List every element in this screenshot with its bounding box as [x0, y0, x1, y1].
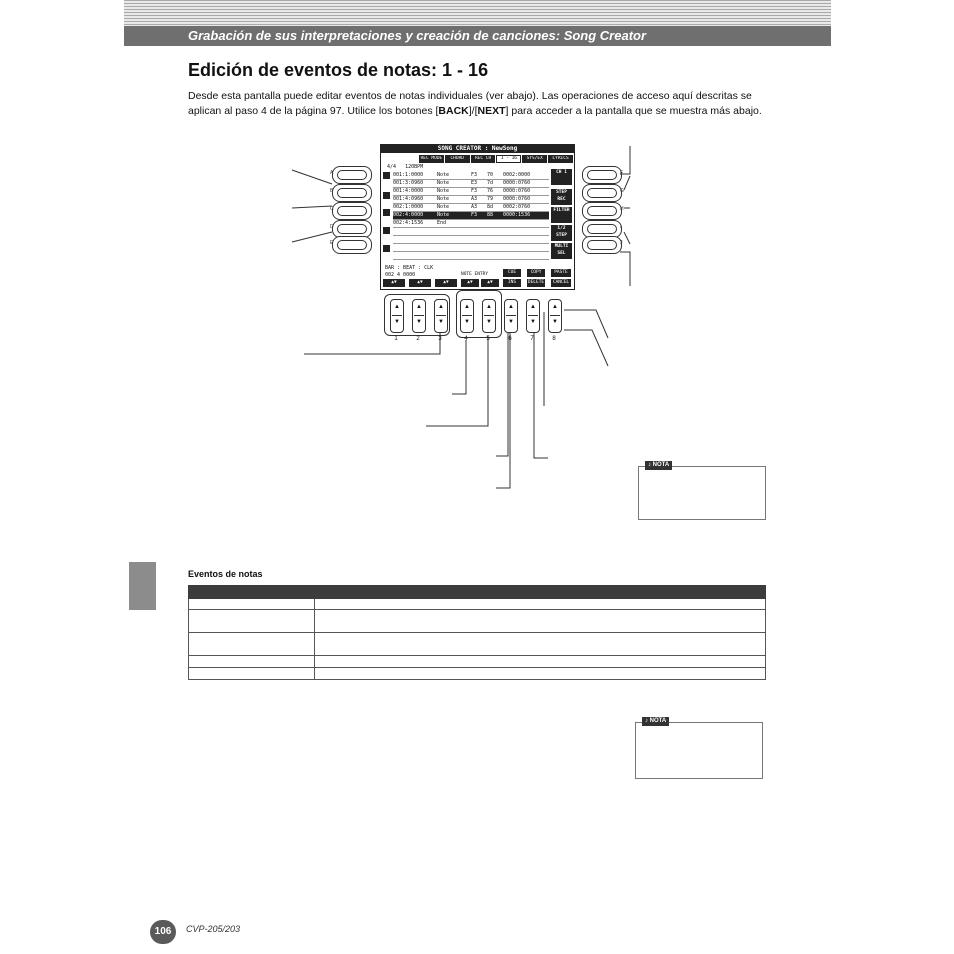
nota-label: ♪ NOTA — [642, 717, 669, 726]
lcd-tab-sysex[interactable]: SYS/EX — [522, 155, 547, 163]
note-events-table — [188, 585, 766, 680]
model-name: CVP-205/203 — [186, 924, 241, 934]
lcd-step-rec-button[interactable]: STEP REC — [551, 189, 572, 205]
header-stripes — [124, 0, 831, 26]
nota-box — [638, 462, 766, 520]
soft-arrows-4[interactable]: ▲▼ — [461, 279, 479, 287]
intro-text-1: Desde esta pantalla puede editar eventos de notas individuales (ver abajo). Las operaciones de acceso aquí descritas se aplican al paso 4 de la página 97. Utilice los botones [ — [188, 90, 752, 117]
soft-arrows-5[interactable]: ▲▼ — [481, 279, 499, 287]
letter-g: G — [620, 188, 624, 194]
table-row — [189, 599, 766, 610]
lcd-title: SONG CREATOR : NewSong — [381, 145, 574, 153]
back-label: BACK — [438, 105, 469, 117]
letter-f: F — [620, 170, 624, 176]
event-row[interactable]: 001:1:0000 Note F3 70 0002:0000 — [393, 172, 549, 180]
updown-button-4[interactable]: ▲ ▼ — [460, 299, 474, 333]
section-title: Grabación de sus interpretaciones y creación de canciones: Song Creator — [188, 28, 647, 43]
event-row[interactable]: 002:1:0000 Note A3 8d 0002:0760 — [393, 204, 549, 212]
updown-button-6[interactable]: ▲ ▼ — [504, 299, 518, 333]
lcd-half-step-button[interactable]: 1/2 STEP — [551, 225, 572, 241]
table-header-cell — [315, 586, 766, 599]
updown-button-3[interactable]: ▲ ▼ — [434, 299, 448, 333]
button-number-2: 2 — [416, 336, 420, 342]
event-row[interactable]: 001:4:0000 Note F3 76 0000:0760 — [393, 188, 549, 196]
updown-button-7[interactable]: ▲ ▼ — [526, 299, 540, 333]
paste-key[interactable]: PASTE — [551, 269, 571, 277]
table-header-cell — [189, 586, 315, 599]
page-title: Edición de eventos de notas: 1 - 16 — [188, 60, 489, 80]
button-number-3: 3 — [438, 336, 442, 342]
updown-button-2[interactable]: ▲ ▼ — [412, 299, 426, 333]
soft-arrows-1[interactable]: ▲▼ — [383, 279, 405, 287]
button-number-7: 7 — [530, 336, 534, 342]
letter-j: J — [620, 240, 623, 246]
cue-key[interactable]: CUE — [503, 269, 521, 277]
intro-paragraph — [188, 89, 778, 119]
intro-text-2: ] para acceder a la pantalla que se muestra más abajo. — [505, 105, 762, 117]
note-entry-label: NOTE ENTRY — [461, 272, 489, 277]
letter-h: H — [620, 206, 624, 212]
table-caption: Eventos de notas — [188, 569, 263, 579]
button-number-5: 5 — [486, 336, 490, 342]
cancel-key[interactable]: CANCEL — [552, 280, 570, 285]
letter-c: C — [330, 206, 334, 212]
tempo: 120BPM — [405, 164, 424, 170]
button-number-8: 8 — [552, 336, 556, 342]
updown-button-1[interactable]: ▲ ▼ — [390, 299, 404, 333]
next-label: NEXT — [477, 105, 506, 117]
copy-key[interactable]: COPY — [527, 269, 545, 277]
intro-sep: ]/[ — [468, 105, 478, 117]
button-number-4: 4 — [464, 336, 468, 342]
delete-key[interactable]: DELETE — [527, 280, 545, 285]
letter-i: I — [620, 224, 622, 230]
table-row — [189, 668, 766, 680]
nota-box — [635, 718, 763, 779]
page-number: 106 — [150, 920, 176, 944]
button-number-1: 1 — [394, 336, 398, 342]
lcd-tab-rec-mode[interactable]: REC MODE — [420, 156, 443, 161]
letter-b: B — [330, 188, 334, 194]
lcd-tab-chord[interactable]: CHORD — [445, 155, 470, 163]
letter-a: A — [330, 170, 334, 176]
table-row — [189, 656, 766, 668]
position-values: 002 4 0000 — [385, 272, 416, 278]
chapter-tab — [129, 562, 156, 610]
soft-arrows-3[interactable]: ▲▼ — [435, 279, 457, 287]
ins-key[interactable]: INS — [503, 279, 521, 287]
time-signature: 4/4 — [387, 164, 397, 170]
position-labels: BAR : BEAT : CLK — [385, 265, 434, 271]
event-row[interactable]: 002:4:1536 End — [393, 220, 549, 228]
event-row[interactable]: 001:4:0960 Note A3 79 0000:0760 — [393, 196, 549, 204]
updown-button-8[interactable]: ▲ ▼ — [548, 299, 562, 333]
letter-d: D — [330, 224, 334, 230]
nota-label: ♪ NOTA — [645, 461, 672, 470]
lcd-tab-lyrics[interactable]: LYRICS — [548, 155, 573, 163]
table-row — [189, 610, 766, 633]
table-row — [189, 633, 766, 656]
letter-e: E — [330, 240, 334, 246]
button-number-6: 6 — [508, 336, 512, 342]
soft-arrows-2[interactable]: ▲▼ — [409, 279, 431, 287]
lcd-ch-button[interactable]: CH 1 — [551, 169, 572, 185]
event-row[interactable]: 001:3:0960 Note E3 7d 0000:0760 — [393, 180, 549, 188]
lcd-tab-rec-ch[interactable]: REC CH — [471, 155, 496, 163]
event-row-selected[interactable]: 002:4:0000 Note F3 88 0000:1536 — [393, 212, 549, 220]
lcd-multi-sel-button[interactable]: MULTI SEL — [551, 243, 572, 259]
lcd-filter-button[interactable]: FILTER — [551, 207, 572, 223]
updown-button-5[interactable]: ▲ ▼ — [482, 299, 496, 333]
lcd-tab-1-16[interactable]: 1 - 16 — [496, 155, 521, 163]
